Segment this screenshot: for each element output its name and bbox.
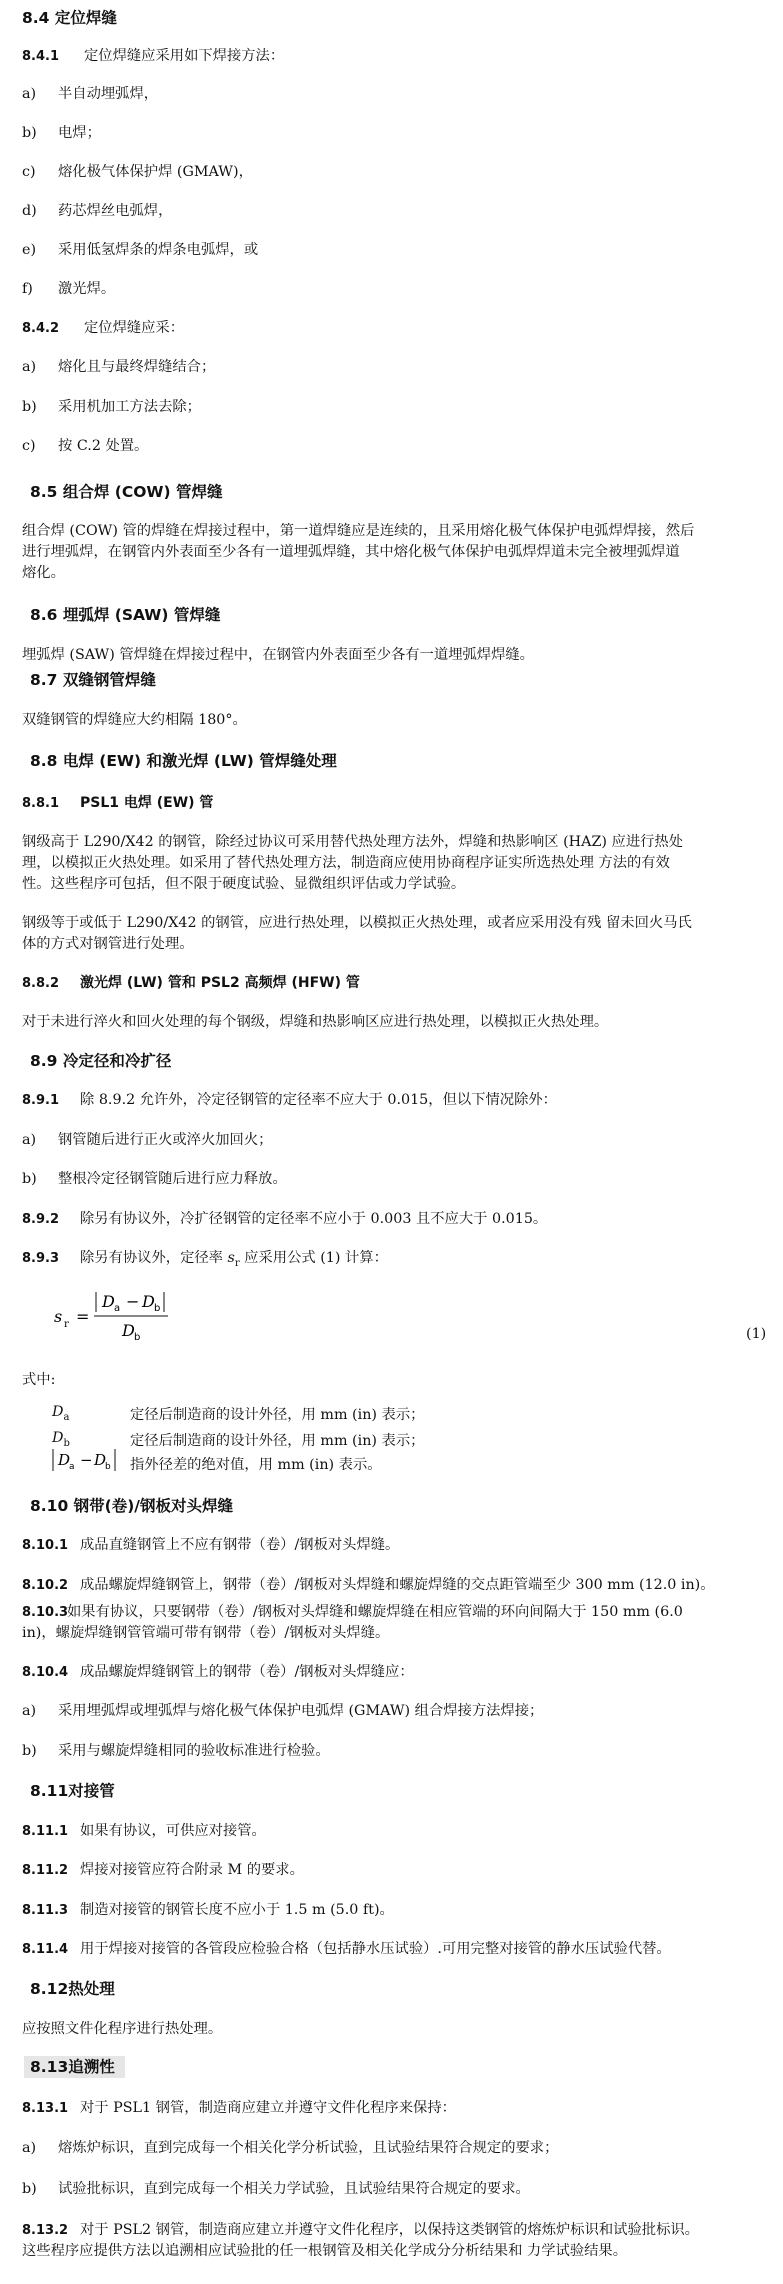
list-item: a) 熔炼炉标识，直到完成每一个相关化学分析试验，且试验结果符合规定的要求； xyxy=(22,2140,559,2156)
definition-text: 指外径差的绝对值，用 mm (in) 表示。 xyxy=(130,1457,382,1473)
section-8-4-heading: 8.4 定位焊缝 xyxy=(22,9,117,27)
clause-title: 激光焊 (LW) 管和 PSL2 高频焊 (HFW) 管 xyxy=(80,975,360,991)
list-item: a) 熔化且与最终焊缝结合； xyxy=(22,359,216,375)
clause-text: 除 8.9.2 允许外，冷定径钢管的定径率不应大于 0.015，但以下情况除外： xyxy=(80,1092,557,1108)
svg-text:a: a xyxy=(114,1303,121,1314)
clause-number: 8.4.1 xyxy=(22,49,60,64)
list-item: c) 熔化极气体保护焊 (GMAW)， xyxy=(22,164,253,180)
list-item: b) 采用与螺旋焊缝相同的验收标准进行检验。 xyxy=(22,1743,330,1759)
clause-number: 8.8.2 xyxy=(22,976,60,991)
svg-text:−: − xyxy=(126,1292,140,1311)
list-item: b) 试验批标识，直到完成每一个相关力学试验，且试验结果符合规定的要求。 xyxy=(22,2181,530,2197)
clause-8-10-4: 8.10.4 成品螺旋焊缝钢管上的钢带（卷）/钢板对头焊缝应： xyxy=(22,1662,414,1683)
list-item: f) 激光焊。 xyxy=(22,281,116,297)
paragraph-line: 钢级等于或低于 L290/X42 的钢管，应进行热处理，以模拟正火热处理，或者应采用没有残 留未回火马氏 xyxy=(22,915,692,931)
paragraph-line: 熔化。 xyxy=(22,565,65,581)
absolute-difference-symbol xyxy=(50,1446,120,1474)
clause-8-13-1: 8.13.1 对于 PSL1 钢管，制造商应建立并遵守文件化程序来保持： xyxy=(22,2098,456,2119)
paragraph: 埋弧焊 (SAW) 管焊缝在焊接过程中，在钢管内外表面至少各有一道埋弧焊焊缝。 xyxy=(22,647,534,663)
svg-text:D: D xyxy=(142,1292,155,1311)
paragraph-line: 这些程序应提供方法以追溯相应试验批的任一根钢管及相关化学成分分析结果和 力学试验结果。 xyxy=(22,2243,628,2259)
section-8-8-heading: 8.8 电焊 (EW) 和激光焊 (LW) 管焊缝处理 xyxy=(30,752,337,770)
section-8-12-heading: 8.12热处理 xyxy=(30,1980,115,1998)
clause-number: 8.8.1 xyxy=(22,796,60,811)
paragraph: 应按照文件化程序进行热处理。 xyxy=(22,2021,223,2037)
clause-8-8-2 xyxy=(22,973,360,994)
clause-8-11-4: 8.11.4 用于焊接对接管的各管段应检验合格（包括静水压试验）.可用完整对接管的静水压试验代替。 xyxy=(22,1939,671,1960)
clause-number: 8.13.2 xyxy=(22,2223,69,2238)
svg-text:D: D xyxy=(102,1292,115,1311)
section-8-6-heading: 8.6 埋弧焊 (SAW) 管焊缝 xyxy=(30,606,221,624)
clause-8-4-2 xyxy=(22,318,184,339)
equation-number: (1) xyxy=(746,1326,767,1342)
svg-text:D: D xyxy=(122,1321,135,1340)
sizing-ratio-formula xyxy=(52,1284,252,1344)
clause-8-9-2 xyxy=(22,1209,547,1230)
svg-text:=: = xyxy=(76,1307,90,1326)
clause-number: 8.11.2 xyxy=(22,1863,69,1878)
definition-text: 定径后制造商的设计外径，用 mm (in) 表示； xyxy=(130,1407,425,1423)
list-item: e) 采用低氢焊条的焊条电弧焊，或 xyxy=(22,242,259,258)
where-label: 式中: xyxy=(22,1372,56,1388)
clause-number: 8.11.1 xyxy=(22,1824,69,1839)
clause-8-4-1 xyxy=(22,46,284,67)
clause-8-8-1 xyxy=(22,793,213,814)
section-8-10-heading: 8.10 钢带(卷)/钢板对头焊缝 xyxy=(30,1497,233,1515)
list-item: b) 整根冷定径钢管随后进行应力释放。 xyxy=(22,1171,287,1187)
paragraph-line: 理，以模拟正火热处理。如采用了替代热处理方法，制造商应使用协商程序证实所选热处理 方法的有效 xyxy=(22,855,670,871)
paragraph-line: 性。这些程序可包括，但不限于硬度试验、显微组织评估或力学试验。 xyxy=(22,876,466,892)
clause-number: 8.10.3 xyxy=(22,1605,69,1620)
clause-number: 8.10.2 xyxy=(22,1578,69,1593)
paragraph-line: in)，螺旋焊缝钢管管端可带有钢带（卷）/钢板对头焊缝。 xyxy=(22,1625,390,1641)
list-item: b) 采用机加工方法去除； xyxy=(22,399,201,415)
svg-text:r: r xyxy=(64,1319,69,1330)
clause-8-9-1 xyxy=(22,1090,557,1111)
symbol-da: $D_a$ xyxy=(52,1404,70,1423)
section-8-9-heading: 8.9 冷定径和冷扩径 xyxy=(30,1052,172,1070)
clause-8-10-1: 8.10.1 成品直缝钢管上不应有钢带（卷）/钢板对头焊缝。 xyxy=(22,1535,399,1556)
svg-text:D: D xyxy=(58,1451,71,1469)
paragraph-line: 体的方式对钢管进行处理。 xyxy=(22,936,194,952)
svg-text:D: D xyxy=(94,1451,107,1469)
svg-text:a: a xyxy=(69,1462,75,1472)
clause-8-11-3: 8.11.3 制造对接管的钢管长度不应小于 1.5 m (5.0 ft)。 xyxy=(22,1900,394,1921)
section-8-7-heading: 8.7 双缝钢管焊缝 xyxy=(30,671,156,689)
clause-8-10-2: 8.10.2 成品螺旋焊缝钢管上，钢带（卷）/钢板对头焊缝和螺旋焊缝的交点距管端至少 300 mm (12.0 in)。 xyxy=(22,1575,715,1596)
paragraph: 双缝钢管的焊缝应大约相隔 180°。 xyxy=(22,712,247,728)
clause-number: 8.9.3 xyxy=(22,1251,60,1266)
section-8-13-heading: 8.13追溯性 xyxy=(30,2057,125,2077)
clause-8-11-1: 8.11.1 如果有协议，可供应对接管。 xyxy=(22,1821,266,1842)
clause-number: 8.11.3 xyxy=(22,1903,69,1918)
paragraph-line: 进行埋弧焊，在钢管内外表面至少各有一道埋弧焊缝，其中熔化极气体保护电弧焊焊道未完全被埋弧焊道 xyxy=(22,544,680,560)
list-item: c) 按 C.2 处置。 xyxy=(22,438,149,454)
clause-number: 8.10.4 xyxy=(22,1665,69,1680)
clause-number: 8.11.4 xyxy=(22,1942,69,1957)
section-8-5-heading: 8.5 组合焊 (COW) 管焊缝 xyxy=(30,483,223,501)
svg-text:b: b xyxy=(154,1303,161,1314)
section-8-11-heading: 8.11对接管 xyxy=(30,1782,115,1800)
clause-text: 定位焊缝应采用如下焊接方法： xyxy=(84,48,285,64)
list-item: a) 钢管随后进行正火或淬火加回火； xyxy=(22,1132,273,1148)
clause-number: 8.9.2 xyxy=(22,1212,60,1227)
list-item: b) 电焊； xyxy=(22,125,101,141)
svg-text:−: − xyxy=(80,1451,93,1469)
clause-8-11-2: 8.11.2 焊接对接管应符合附录 M 的要求。 xyxy=(22,1860,304,1881)
clause-title: PSL1 电焊 (EW) 管 xyxy=(80,795,214,811)
list-item: a) 采用埋弧焊或埋弧焊与熔化极气体保护电弧焊 (GMAW) 组合焊接方法焊接； xyxy=(22,1703,544,1719)
clause-8-9-3: 8.9.3 除另有协议外，定径率 $s_r$ 应采用公式 (1) 计算： xyxy=(22,1250,388,1269)
svg-text:s: s xyxy=(54,1307,63,1326)
clause-number: 8.4.2 xyxy=(22,321,60,336)
paragraph-line: 组合焊 (COW) 管的焊缝在焊接过程中，第一道焊缝应是连续的，且采用熔化极气体保护电弧焊焊接，然后 xyxy=(22,523,695,539)
clause-8-13-2: 8.13.2 对于 PSL2 钢管，制造商应建立并遵守文件化程序，以保持这类钢管的熔炼炉标识和试验批标识。 xyxy=(22,2220,699,2241)
list-item: a) 半自动埋弧焊， xyxy=(22,86,159,102)
paragraph: 对于未进行淬火和回火处理的每个钢级，焊缝和热影响区应进行热处理，以模拟正火热处理。 xyxy=(22,1014,609,1030)
svg-text:b: b xyxy=(105,1462,111,1472)
symbol-db: $D_b$ xyxy=(52,1430,70,1449)
paragraph-line: 钢级高于 L290/X42 的钢管，除经过协议可采用替代热处理方法外，焊缝和热影响区 (HAZ) 应进行热处 xyxy=(22,834,684,850)
svg-text:b: b xyxy=(134,1332,141,1343)
clause-number: 8.9.1 xyxy=(22,1093,60,1108)
clause-number: 8.10.1 xyxy=(22,1538,69,1553)
clause-number: 8.13.1 xyxy=(22,2101,69,2116)
clause-text: 定位焊缝应采： xyxy=(84,320,185,336)
list-item: d) 药芯焊丝电弧焊， xyxy=(22,203,173,219)
definition-text: 定径后制造商的设计外径，用 mm (in) 表示； xyxy=(130,1433,425,1449)
clause-text: 除另有协议外，冷扩径钢管的定径率不应小于 0.003 且不应大于 0.015。 xyxy=(80,1211,548,1227)
clause-8-10-3: 8.10.3如果有协议，只要钢带（卷）/钢板对头焊缝和螺旋焊缝在相应管端的环向间隔大于 150 mm (6.0 xyxy=(22,1602,683,1623)
